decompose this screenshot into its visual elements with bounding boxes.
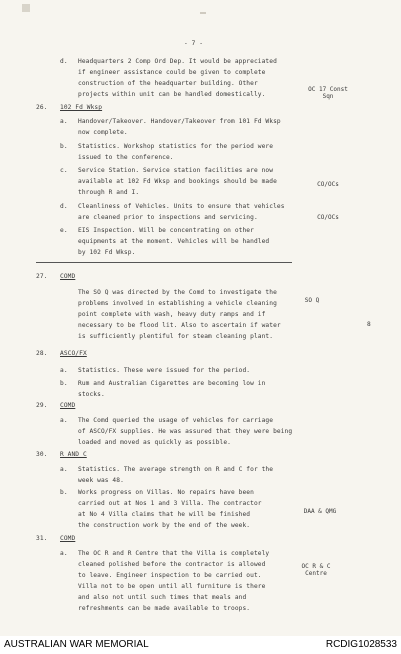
section-number: 26. xyxy=(36,104,48,111)
footer-record-id: RCDIG1028533 xyxy=(325,639,397,650)
paragraph-line: The OC R and R Centre that the Villa is completely xyxy=(78,550,270,557)
section-heading: R AND C xyxy=(60,451,87,458)
paragraph-line: to leave. Engineer inspection to be carried out. xyxy=(78,572,262,579)
action-note: CO/OCs xyxy=(317,214,339,221)
section-number: 27. xyxy=(36,273,48,280)
paragraph-line: of ASCO/FX supplies. He was assured that they were being xyxy=(78,428,293,435)
paragraph-line: Handover/Takeover. Handover/Takeover from 101 Fd Wksp xyxy=(78,118,281,125)
paragraph-line: carried out at Nos 1 and 3 Villa. The contractor xyxy=(78,500,262,507)
item-letter: e. xyxy=(60,227,68,234)
paragraph-line: loaded and moved as quickly as possible. xyxy=(78,439,232,446)
section-heading: COMD xyxy=(60,402,76,409)
paragraph-line: problems involved in establishing a vehicle cleaning xyxy=(78,300,277,307)
paragraph-line: is sufficiently plentiful for steam cleaning plant. xyxy=(78,333,274,340)
paragraph-line: by 102 Fd Wksp. xyxy=(78,249,136,256)
paragraph-line: Statistics. Workshop statistics for the period were xyxy=(78,143,274,150)
page-number: - 7 - xyxy=(184,40,204,47)
section-number: 31. xyxy=(36,535,48,542)
paragraph-line: Service Station. Service station facilities are now xyxy=(78,167,274,174)
paragraph-line: equipments at the moment. Vehicles will be handled xyxy=(78,238,270,245)
paragraph-line: Statistics. The average strength on R and C for the xyxy=(78,466,274,473)
paragraph-line: through R and I. xyxy=(78,189,140,196)
action-note: DAA & QMG xyxy=(303,508,337,515)
item-letter: c. xyxy=(60,167,68,174)
archive-footer xyxy=(0,636,401,654)
paragraph-line: if engineer assistance could be given to complete xyxy=(78,69,266,76)
paragraph-line: now complete. xyxy=(78,129,128,136)
action-note: SO Q xyxy=(304,297,320,304)
section-divider xyxy=(36,262,292,263)
item-letter: a. xyxy=(60,550,68,557)
item-letter: b. xyxy=(60,380,68,387)
paragraph-line: Villa not to be open until all furniture is there xyxy=(78,583,266,590)
paragraph-line: projects within unit can be handled domestically. xyxy=(78,91,266,98)
item-letter: d. xyxy=(60,203,68,210)
paragraph-line: EIS Inspection. Will be concentrating on other xyxy=(78,227,254,234)
footer-institution: AUSTRALIAN WAR MEMORIAL xyxy=(4,639,149,650)
item-letter: a. xyxy=(60,466,68,473)
paragraph-line: Headquarters 2 Comp Ord Dep. It would be appreciated xyxy=(78,58,277,65)
item-letter: b. xyxy=(60,143,68,150)
paragraph-line: The Comd queried the usage of vehicles for carriage xyxy=(78,417,274,424)
section-heading: COMD xyxy=(60,273,76,280)
paragraph-line: and also not until such times that meals and xyxy=(78,594,247,601)
paragraph-line: necessary to be flood lit. Also to ascertain if water xyxy=(78,322,281,329)
paragraph-line: cleaned polished before the contractor is allowed xyxy=(78,561,266,568)
section-heading: ASCO/FX xyxy=(60,350,87,357)
punch-mark xyxy=(200,12,206,14)
paragraph-line: the construction work by the end of the week. xyxy=(78,522,251,529)
item-letter: d. xyxy=(60,58,68,65)
paragraph-line: at No 4 Villa claims that he will be finished xyxy=(78,511,251,518)
action-note: Sqn xyxy=(322,93,334,100)
paragraph-line: construction of the headquarter building. Other xyxy=(78,80,258,87)
paragraph-line: Cleanliness of Vehicles. Units to ensure that vehicles xyxy=(78,203,285,210)
action-note: OC R & C xyxy=(301,563,331,570)
item-letter: a. xyxy=(60,367,68,374)
paragraph-line: Statistics. These were issued for the period. xyxy=(78,367,251,374)
paragraph-line: week was 48. xyxy=(78,477,124,484)
paragraph-line: refreshments can be made available to troops. xyxy=(78,605,251,612)
item-letter: a. xyxy=(60,417,68,424)
margin-mark: 8 xyxy=(367,321,371,328)
paragraph-line: issued to the conference. xyxy=(78,154,174,161)
action-note: OC 17 Const xyxy=(308,86,348,93)
paragraph-line: available at 102 Fd Wksp and bookings should be made xyxy=(78,178,277,185)
staple-mark xyxy=(22,4,30,12)
section-number: 28. xyxy=(36,350,48,357)
action-note: CO/OCs xyxy=(317,181,339,188)
paragraph-line: The SO Q was directed by the Comd to investigate the xyxy=(78,289,277,296)
section-heading: 102 Fd Wksp xyxy=(60,104,103,111)
paragraph-line: Rum and Australian Cigarettes are becoming low in xyxy=(78,380,266,387)
item-letter: a. xyxy=(60,118,68,125)
section-number: 29. xyxy=(36,402,48,409)
item-letter: b. xyxy=(60,489,68,496)
paragraph-line: Works progress on Villas. No repairs have been xyxy=(78,489,254,496)
action-note: Centre xyxy=(305,570,327,577)
paragraph-line: stocks. xyxy=(78,391,105,398)
paragraph-line: are cleaned prior to inspections and servicing. xyxy=(78,214,258,221)
section-number: 30. xyxy=(36,451,48,458)
paragraph-line: point complete with wash, heavy duty ramps and if xyxy=(78,311,266,318)
section-heading: COMD xyxy=(60,535,76,542)
